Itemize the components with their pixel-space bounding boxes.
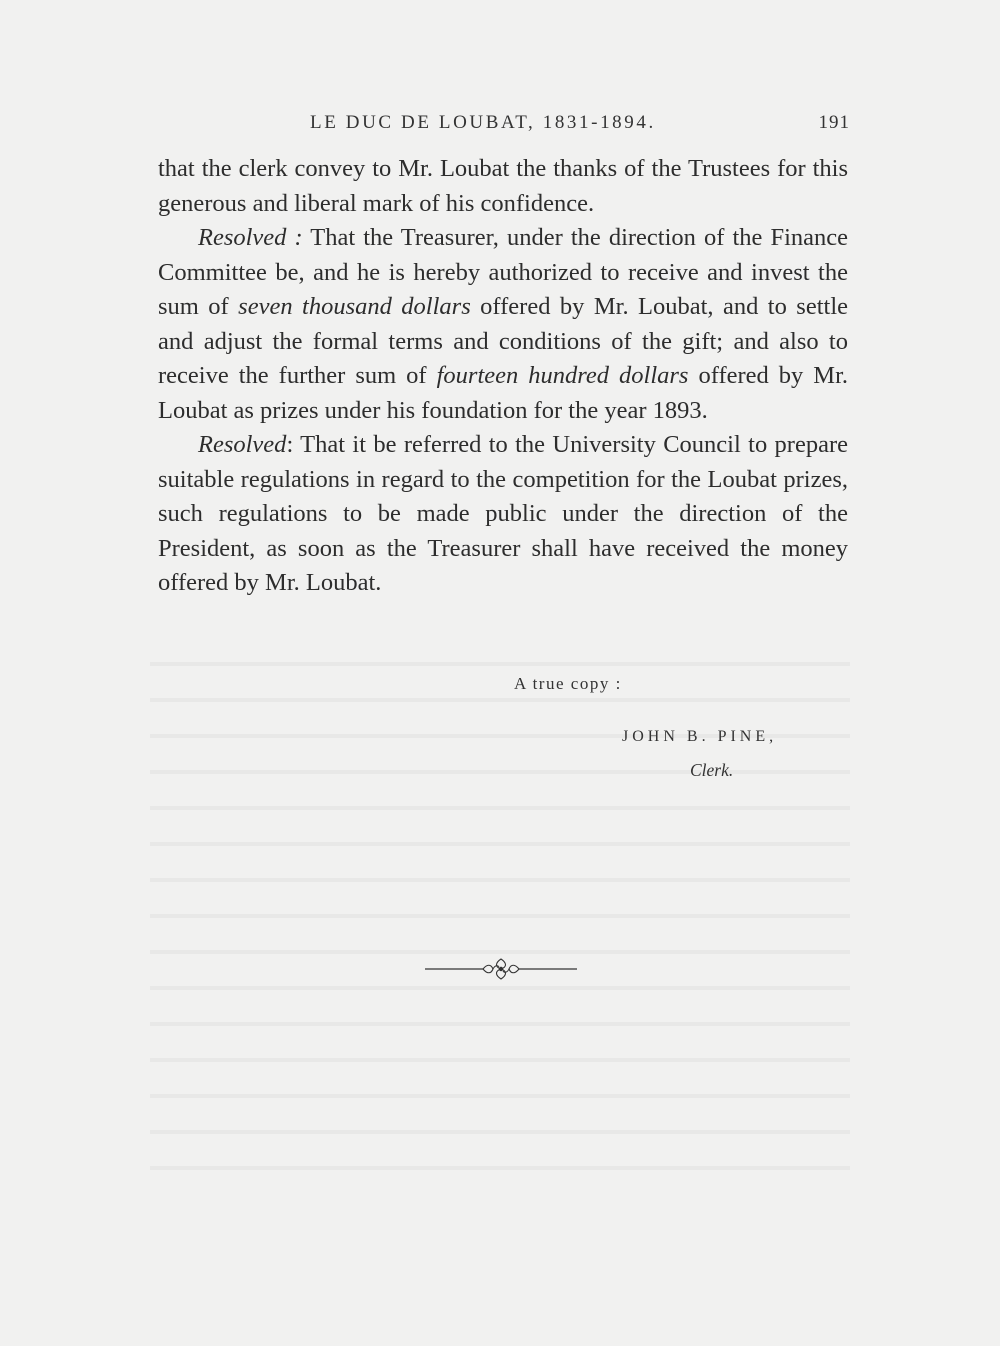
paragraph-2-text-b: offered by Mr. Loubat, and to settle and adjust the formal terms and conditions of the gift; and also to receive the further sum of (158, 293, 849, 389)
resolved-label: Resolved : (198, 224, 303, 251)
signer-name: JOHN B. PINE, (622, 728, 778, 745)
paragraph-3 (158, 428, 848, 601)
amount-seven-thousand: seven thousand dollars (238, 293, 471, 320)
true-copy-line: A true copy : (514, 674, 622, 693)
amount-fourteen-hundred: fourteen hundred dollars (436, 362, 689, 389)
running-title: LE DUC DE LOUBAT, 1831-1894. (310, 112, 656, 133)
paragraph-2 (158, 221, 848, 428)
fleuron-icon (425, 956, 577, 982)
bleed-through-texture (150, 640, 850, 1200)
page-number: 191 (818, 112, 850, 133)
paragraph-1: that the clerk convey to Mr. Loubat the thanks of the Trustees for this generous and liberal mark of his confidence. (158, 155, 848, 217)
paragraph-2-text-c: offered by Mr. Loubat as prizes under his foundation for the year 1893. (158, 362, 848, 424)
signer-title: Clerk. (690, 760, 734, 780)
resolved-label: Resolved (198, 431, 287, 458)
paragraph-2-text-a: That the Treasurer, under the direction of the Finance Committee be, and he is hereby authorized to receive and invest the sum of (158, 224, 848, 320)
paragraph-3-text: : That it be referred to the University Council to prepare suitable regulations in regard to the competition for the Loubat prizes, such regulations to be made public under the direction of the President, as soon as the Treasurer shall have received the money offered by Mr. Loubat. (158, 431, 848, 596)
body-text (158, 152, 848, 601)
running-header (158, 108, 850, 138)
